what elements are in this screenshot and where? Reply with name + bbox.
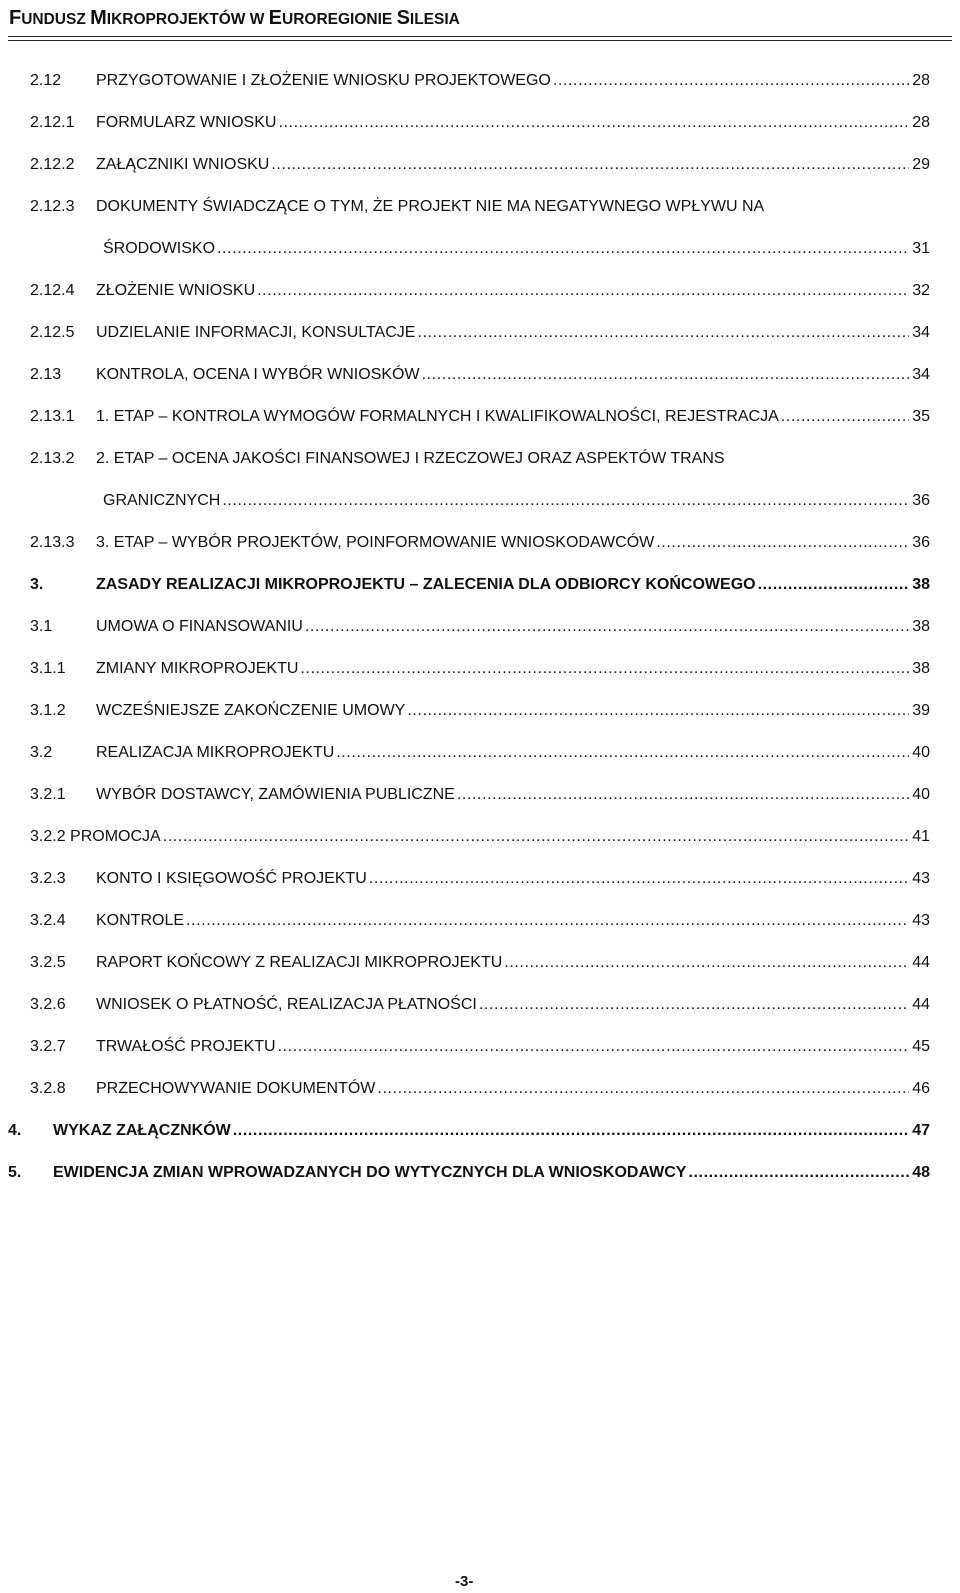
toc-entry-title: RAPORT KOŃCOWY Z REALIZACJI MIKROPROJEKTU xyxy=(96,954,503,971)
toc-entry-title: ZMIANY MIKROPROJEKTU xyxy=(96,660,299,677)
toc-entry[interactable] xyxy=(30,572,930,598)
toc-entry-number: 3.2.7 xyxy=(30,1038,66,1055)
toc-entry-page: 43 xyxy=(912,870,930,887)
toc-dot-leader xyxy=(407,698,909,724)
toc-entry-page: 48 xyxy=(912,1164,930,1181)
toc-entry[interactable] xyxy=(30,110,930,136)
toc-entry-number: 3.2.5 xyxy=(30,954,66,971)
toc-entry-title: 3. ETAP – WYBÓR PROJEKTÓW, POINFORMOWANIE WNIOSKODAWCÓW xyxy=(96,534,655,551)
toc-entry-page: 38 xyxy=(912,618,930,635)
toc-entry-title: 3.2.2 PROMOCJA xyxy=(30,828,161,845)
toc-entry[interactable] xyxy=(30,740,930,766)
toc-dot-leader xyxy=(553,68,909,94)
toc-entry-page: 38 xyxy=(912,660,930,677)
toc-dot-leader xyxy=(217,236,909,262)
toc-entry-number: 3.2.8 xyxy=(30,1080,66,1097)
toc-dot-leader xyxy=(377,1076,909,1102)
toc-entry[interactable] xyxy=(30,992,930,1018)
toc-dot-leader xyxy=(422,362,910,388)
toc-entry[interactable] xyxy=(30,404,930,430)
toc-entry[interactable] xyxy=(30,446,930,472)
toc-dot-leader xyxy=(186,908,909,934)
toc-dot-leader xyxy=(479,992,909,1018)
toc-entry-title: GRANICZNYCH xyxy=(103,492,221,509)
toc-entry-page: 45 xyxy=(912,1038,930,1055)
toc-entry-number: 2.12.5 xyxy=(30,324,75,341)
toc-entry-title: DOKUMENTY ŚWIADCZĄCE O TYM, ŻE PROJEKT NIE MA NEGATYWNEGO WPŁYWU NA xyxy=(96,198,765,215)
toc-entry-page: 44 xyxy=(912,996,930,1013)
toc-entry[interactable] xyxy=(30,698,930,724)
toc-entry-title: ZŁOŻENIE WNIOSKU xyxy=(96,282,256,299)
header-part: EUROREGIONIE xyxy=(268,7,397,29)
toc-entry-number: 2.12.3 xyxy=(30,198,75,215)
toc-entry-title: REALIZACJA MIKROPROJEKTU xyxy=(96,744,335,761)
toc-entry-title: KONTO I KSIĘGOWOŚĆ PROJEKTU xyxy=(96,870,367,887)
toc-dot-leader xyxy=(656,530,909,556)
toc-entry-number: 5. xyxy=(8,1164,22,1181)
toc-entry-number: 2.13.3 xyxy=(30,534,75,551)
toc-entry-page: 35 xyxy=(912,408,930,425)
toc-entry-page: 46 xyxy=(912,1080,930,1097)
toc-entry-title: WNIOSEK O PŁATNOŚĆ, REALIZACJA PŁATNOŚCI xyxy=(96,996,477,1013)
header-part: FUNDUSZ xyxy=(9,7,91,29)
toc-dot-leader xyxy=(758,572,910,598)
toc-entry[interactable] xyxy=(30,194,930,220)
toc-entry-page: 36 xyxy=(912,492,930,509)
toc-entry-page: 43 xyxy=(912,912,930,929)
toc-entry-title: ZASADY REALIZACJI MIKROPROJEKTU – ZALECENIA DLA ODBIORCY KOŃCOWEGO xyxy=(96,576,756,593)
header-part: SILESIA xyxy=(396,7,460,29)
toc-entry-title: 1. ETAP – KONTROLA WYMOGÓW FORMALNYCH I KWALIFIKOWALNOŚCI, REJESTRACJA xyxy=(96,408,779,425)
page-number: -3- xyxy=(455,1573,474,1590)
toc-entry[interactable] xyxy=(103,236,930,262)
toc-entry-title: WYKAZ ZAŁĄCZNKÓW xyxy=(53,1122,231,1139)
toc-entry-page: 40 xyxy=(912,786,930,803)
toc-entry-number: 3. xyxy=(30,576,44,593)
toc-dot-leader xyxy=(688,1160,909,1186)
toc-entry[interactable] xyxy=(30,320,930,346)
toc-dot-leader xyxy=(781,404,909,430)
toc-entry-page: 39 xyxy=(912,702,930,719)
toc-dot-leader xyxy=(417,320,909,346)
toc-entry-number: 3.2.1 xyxy=(30,786,66,803)
toc-entry[interactable] xyxy=(30,782,930,808)
header-rule xyxy=(8,40,952,41)
toc-entry[interactable] xyxy=(30,362,930,388)
toc-entry-number: 3.2 xyxy=(30,744,53,761)
toc-dot-leader xyxy=(336,740,909,766)
toc-entry-number: 3.1 xyxy=(30,618,53,635)
toc-entry-number: 2.12.2 xyxy=(30,156,75,173)
toc-entry-page: 32 xyxy=(912,282,930,299)
toc-entry-page: 34 xyxy=(912,324,930,341)
toc-entry[interactable] xyxy=(30,278,930,304)
toc-entry-page: 36 xyxy=(912,534,930,551)
toc-entry-title: KONTROLA, OCENA I WYBÓR WNIOSKÓW xyxy=(96,366,420,383)
toc-dot-leader xyxy=(369,866,909,892)
toc-entry-number: 3.2.6 xyxy=(30,996,66,1013)
toc-entry-title: ŚRODOWISKO xyxy=(103,240,216,257)
toc-entry-number: 3.1.2 xyxy=(30,702,66,719)
toc-entry[interactable] xyxy=(30,530,930,556)
toc-entry-page: 47 xyxy=(912,1122,930,1139)
toc-entry[interactable] xyxy=(30,824,930,850)
toc-entry-number: 3.1.1 xyxy=(30,660,66,677)
toc-entry-number: 3.2.3 xyxy=(30,870,66,887)
toc-entry-number: 3.2.4 xyxy=(30,912,66,929)
toc-dot-leader xyxy=(305,614,909,640)
toc-dot-leader xyxy=(504,950,909,976)
toc-dot-leader xyxy=(271,152,909,178)
toc-entry-title: EWIDENCJA ZMIAN WPROWADZANYCH DO WYTYCZNYCH DLA WNIOSKODAWCY xyxy=(53,1164,687,1181)
toc-entry[interactable] xyxy=(30,1076,930,1102)
toc-entry-title: PRZYGOTOWANIE I ZŁOŻENIE WNIOSKU PROJEKTOWEGO xyxy=(96,72,551,89)
toc-entry-page: 34 xyxy=(912,366,930,383)
toc-entry-number: 2.12 xyxy=(30,72,62,89)
toc-entry-title: 2. ETAP – OCENA JAKOŚCI FINANSOWEJ I RZECZOWEJ ORAZ ASPEKTÓW TRANS xyxy=(96,450,725,467)
toc-entry-page: 40 xyxy=(912,744,930,761)
toc-entry[interactable] xyxy=(103,488,930,514)
toc-entry-page: 28 xyxy=(912,114,930,131)
toc-entry-page: 41 xyxy=(912,828,930,845)
toc-entry[interactable] xyxy=(30,866,930,892)
toc-entry-title: FORMULARZ WNIOSKU xyxy=(96,114,277,131)
toc-entry[interactable] xyxy=(30,1034,930,1060)
toc-dot-leader xyxy=(300,656,909,682)
toc-entry[interactable] xyxy=(30,950,930,976)
toc-entry-title: TRWAŁOŚĆ PROJEKTU xyxy=(96,1038,276,1055)
toc-entry-number: 2.12.4 xyxy=(30,282,75,299)
toc-entry-title: UMOWA O FINANSOWANIU xyxy=(96,618,303,635)
toc-entry-number: 4. xyxy=(8,1122,22,1139)
toc-entry-number: 2.12.1 xyxy=(30,114,75,131)
toc-entry-number: 2.13.1 xyxy=(30,408,75,425)
toc-entry-number: 2.13 xyxy=(30,366,62,383)
toc-entry-page: 29 xyxy=(912,156,930,173)
toc-dot-leader xyxy=(163,824,910,850)
toc-entry-title: UDZIELANIE INFORMACJI, KONSULTACJE xyxy=(96,324,416,341)
toc-dot-leader xyxy=(278,1034,910,1060)
toc-entry-page: 28 xyxy=(912,72,930,89)
toc-entry[interactable] xyxy=(8,1160,930,1186)
toc-entry[interactable] xyxy=(30,152,930,178)
toc-dot-leader xyxy=(257,278,909,304)
toc-dot-leader xyxy=(278,110,909,136)
toc-entry[interactable] xyxy=(30,68,930,94)
toc-entry[interactable] xyxy=(30,908,930,934)
toc-entry-title: PRZECHOWYWANIE DOKUMENTÓW xyxy=(96,1080,376,1097)
header-rule xyxy=(8,36,952,37)
toc-entry-number: 2.13.2 xyxy=(30,450,75,467)
toc-entry-title: ZAŁĄCZNIKI WNIOSKU xyxy=(96,156,270,173)
toc-entry[interactable] xyxy=(8,1118,930,1144)
toc-entry-page: 31 xyxy=(912,240,930,257)
header-part: MIKROPROJEKTÓW W xyxy=(90,7,269,29)
toc-entry-page: 44 xyxy=(912,954,930,971)
toc-entry-title: WCZEŚNIEJSZE ZAKOŃCZENIE UMOWY xyxy=(96,702,406,719)
toc-entry[interactable] xyxy=(30,656,930,682)
toc-entry-title: KONTROLE xyxy=(96,912,185,929)
toc-entry-title: WYBÓR DOSTAWCY, ZAMÓWIENIA PUBLICZNE xyxy=(96,786,455,803)
toc-dot-leader xyxy=(222,488,909,514)
toc-dot-leader xyxy=(233,1118,909,1144)
toc-dot-leader xyxy=(457,782,909,808)
toc-entry-page: 38 xyxy=(912,576,930,593)
toc-entry[interactable] xyxy=(30,614,930,640)
running-header xyxy=(9,4,951,32)
